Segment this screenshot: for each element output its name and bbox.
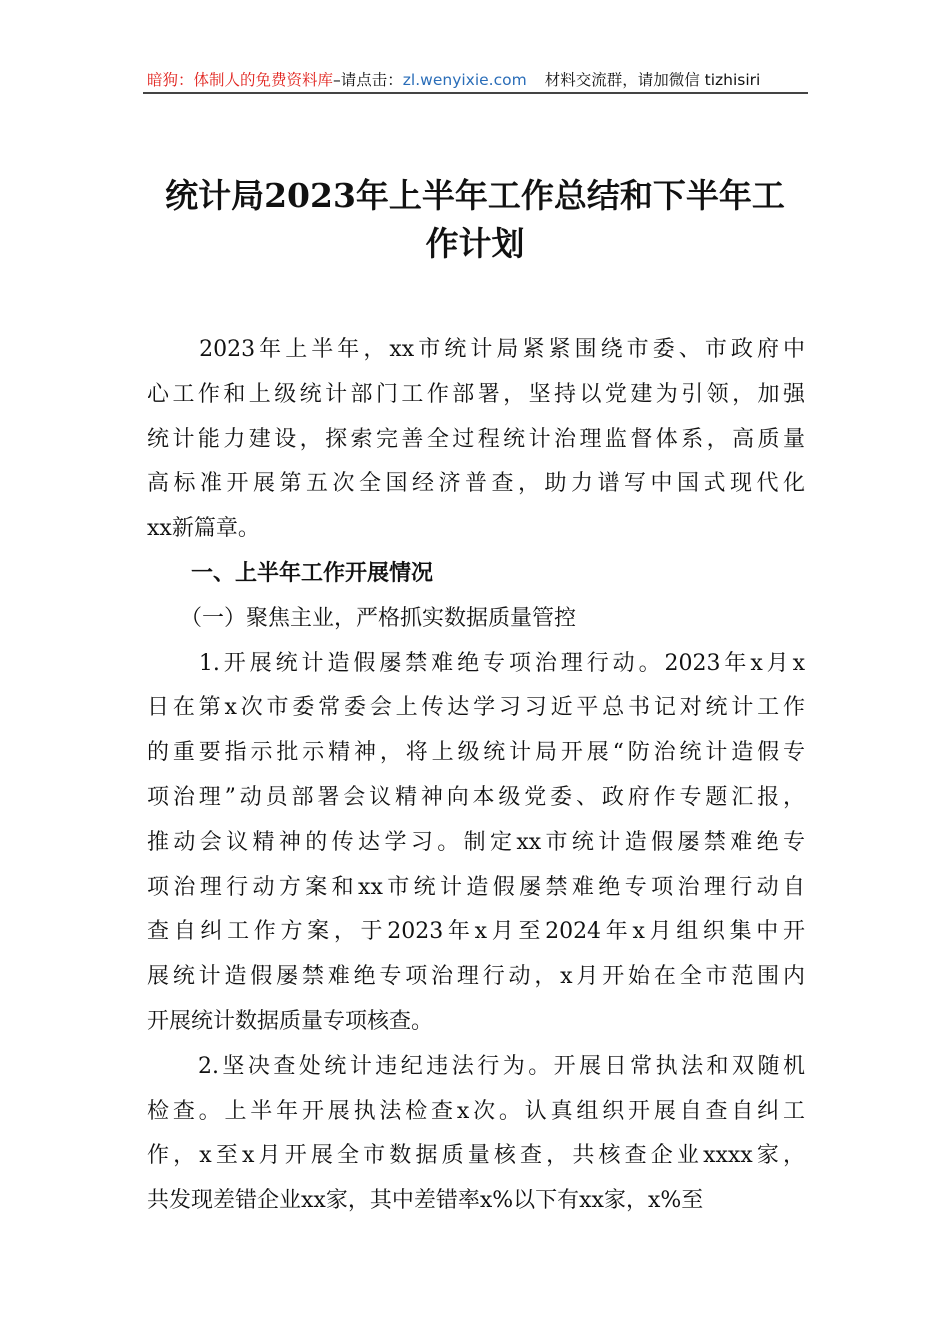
text-line: 推动会议精神的传达学习。制定xx市统计造假屡禁难绝专 [147, 829, 805, 855]
document-title [140, 172, 810, 268]
text-line: 心工作和上级统计部门工作部署，坚持以党建为引领，加强 [147, 381, 805, 407]
paragraph [147, 642, 805, 1045]
paragraph [147, 328, 805, 552]
header-contact: 材料交流群，请加微信 tizhisiri [544, 71, 761, 89]
text-line: 日在第x次市委常委会上传达学习习近平总书记对统计工作 [147, 695, 805, 721]
header-divider [143, 92, 808, 94]
text-line: 的重要指示批示精神，将上级统计局开展“防治统计造假专 [147, 740, 805, 766]
text-line: 作，x至x月开展全市数据质量核查，共核查企业xxxx家， [147, 1143, 805, 1169]
document-body [147, 328, 805, 1224]
header-link[interactable]: zl.wenyixie.com [402, 71, 527, 89]
text-line: 统计能力建设，探索完善全过程统计治理监督体系，高质量 [147, 426, 805, 452]
text-line: （一）聚焦主业，严格抓实数据质量管控 [147, 605, 577, 631]
text-line: 2023年上半年，xx市统计局紧紧围绕市委、市政府中 [147, 337, 805, 362]
subsection-heading [147, 597, 805, 642]
text-line: 高标准开展第五次全国经济普查，助力谱写中国式现代化 [147, 471, 805, 497]
text-line: 检查。上半年开展执法检查x次。认真组织开展自查自纠工 [147, 1098, 805, 1124]
text-line: 项治理行动方案和xx市统计造假屡禁难绝专项治理行动自 [147, 874, 805, 900]
section-heading [147, 552, 805, 597]
text-line: 2.坚决查处统计违纪违法行为。开展日常执法和双随机 [147, 1053, 805, 1079]
title-line: 统计局2023年上半年工作总结和下半年工 [165, 176, 785, 215]
text-line: xx新篇章。 [147, 516, 260, 542]
text-line: 展统计造假屡禁难绝专项治理行动，x月开始在全市范围内 [147, 964, 805, 990]
text-line: 1.开展统计造假屡禁难绝专项治理行动。2023年x月x [147, 650, 805, 676]
text-line: 开展统计数据质量专项核查。 [147, 1008, 434, 1034]
text-line: 一、上半年工作开展情况 [147, 560, 434, 586]
text-line: 共发现差错企业xx家，其中差错率x%以下有xx家，x%至 [147, 1188, 704, 1214]
text-line: 查自纠工作方案，于2023年x月至2024年x月组织集中开 [147, 919, 805, 945]
title-line: 作计划 [425, 224, 525, 263]
header-site-name: 暗狗：体制人的免费资料库 [147, 71, 334, 89]
page-header [147, 68, 807, 90]
paragraph [147, 1045, 805, 1224]
header-click-label: –请点击： [333, 71, 403, 89]
text-line: 项治理”动员部署会议精神向本级党委、政府作专题汇报， [147, 784, 805, 810]
